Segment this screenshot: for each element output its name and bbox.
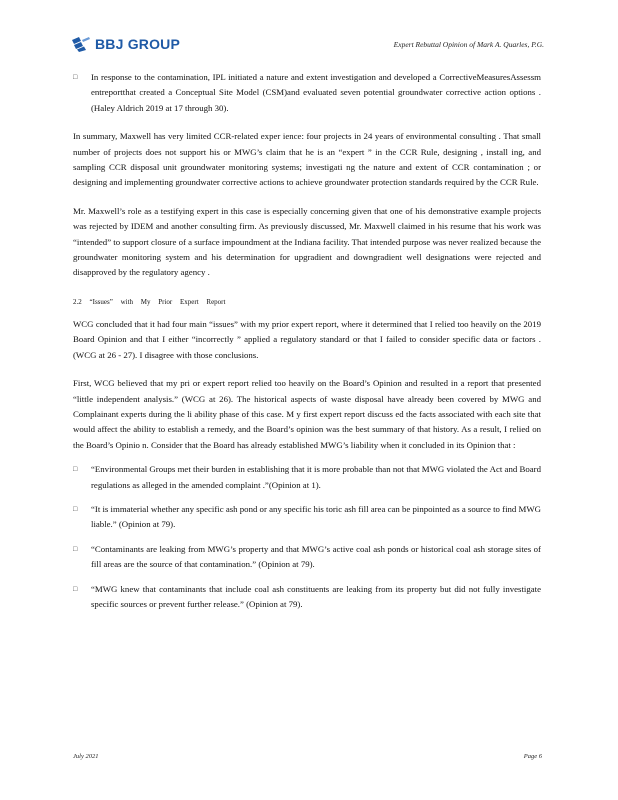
paragraph-wcg-issues: WCG concluded that it had four main “issues” with my prior expert report, where it determined that I relied too heavily on the 2019 Board Opinion and that I either “incorrectly ” applied a regulatory standard or that I failed to consider specific data or factors . (WCG at 26 - 27). I disagree with those conclusions.	[73, 318, 541, 360]
quote-bullet-text: “MWG knew that contaminants that include coal ash constituents are leaking from its property but did not fully investigate specific sources or prevent further release.” (Opinion at 79).	[91, 583, 541, 609]
footer-date: July 2021	[73, 753, 99, 760]
list-item	[73, 582, 541, 613]
footer-page-number: Page 6	[523, 753, 542, 760]
bullet-icon: □	[73, 504, 78, 513]
list-item	[73, 462, 541, 493]
bullet-icon: □	[73, 73, 78, 81]
bullet-icon: □	[73, 465, 78, 474]
bullet-icon: □	[73, 584, 78, 593]
quote-bullet-text: “Contaminants are leaking from MWG’s property and that MWG’s active coal ash ponds or historical coal ash storage sites of fill areas are the source of that contamination.” (Opinion at 79).	[91, 543, 541, 570]
company-logo	[71, 36, 180, 52]
logo-text: BBJ GROUP	[95, 36, 181, 52]
list-item	[73, 542, 541, 573]
list-item	[73, 502, 541, 533]
intro-bullet-text: In response to the contamination, IPL initiated a nature and extent investigation and developed a CorrectiveMeasuresAssessm entreportthat created a Conceptual Site Model (CSM)and evaluated seven potential groundwater corrective action options .(Haley Aldrich 2019 at 17 through 30).	[91, 72, 541, 113]
paragraph-experience-summary: In summary, Maxwell has very limited CCR-related exper ience: four projects in 24 years of environmental consulting . That small number of projects does not support his or MWG’s claim that he is an “expert ” in the CCR Rule, designing , install ing, and sampling CCR disposal unit groundwater monitoring systems; investigati ng the nature and extent of CCR contamination ; or designing and implementing groundwater corrective actions to achieve groundwater protection standards required by the CCR Rule.	[73, 131, 541, 188]
paragraph-board-opinion: First, WCG believed that my pri or expert report relied too heavily on the Board’s Opinion and resulted in a report that presented “little independent analysis.” (WCG at 26). The historical aspects of waste disposal have already been covered by MWG and Complainant experts during the li ability phase of this case. M y first expert report discuss ed the facts associated with each site that would affect the ability to establish a remedy, and the Board’s opinion was the best summary of that history. As a result, I relied on the Board’s Opinio n. Consider that the Board has already established MWG’s liability when it concluded in its Opinion that :	[73, 378, 541, 450]
section-heading: 2.2 “Issues” with My Prior Expert Report	[73, 297, 226, 306]
bullet-icon: □	[73, 544, 78, 553]
quote-bullet-text: “It is immaterial whether any specific ash pond or any specific his toric ash fill area can be pinpointed as a source to find MWG liable.” (Opinion at 79).	[91, 503, 541, 530]
bbj-logo-icon	[71, 36, 91, 52]
list-item	[73, 70, 541, 116]
quote-bullet-text: “Environmental Groups met their burden in establishing that it is more probable than not that MWG violated the Act and Board regulations as alleged in the amended complaint .”(Opinion at 1).	[91, 464, 541, 490]
paragraph-maxwell-role: Mr. Maxwell’s role as a testifying expert in this case is especially concerning given that one of his demonstrative example projects was rejected by IDEM and another consulting firm. As previously discussed, Mr. Maxwell claimed in his resume that his work was “intended” to support closure of a surface impoundment at the Indiana facility. That intended purpose was never realized because the groundwater monitoring system and his determination for upgradient and downgradient well designations were rejected and disapproved by the regulatory agency .	[73, 205, 541, 278]
document-body	[73, 70, 541, 612]
document-header-title: Expert Rebuttal Opinion of Mark A. Quarles, P.G.	[393, 40, 544, 49]
